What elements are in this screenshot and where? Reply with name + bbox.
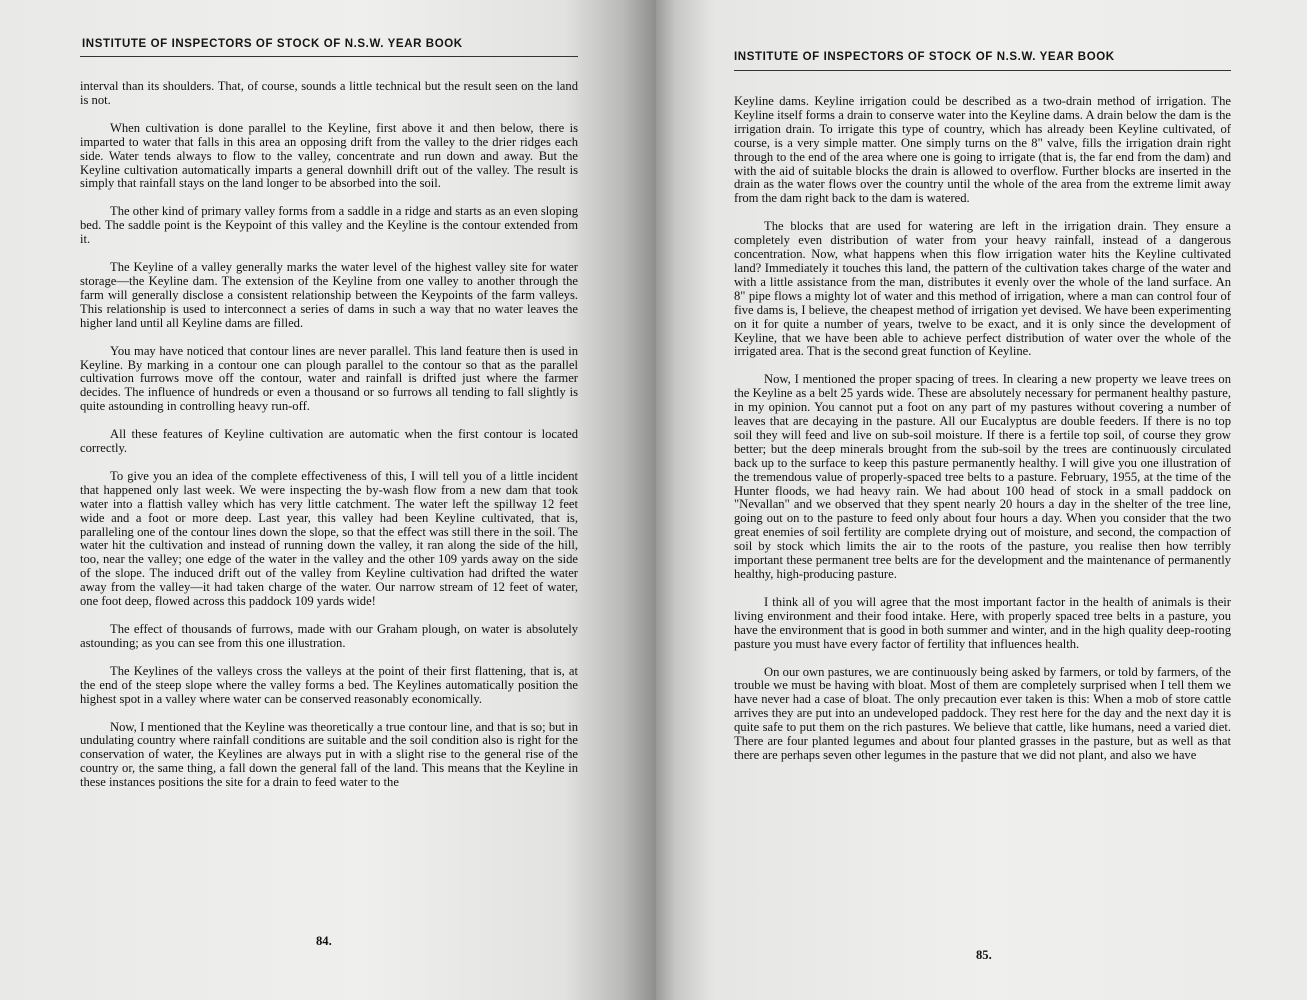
page-body [80,80,578,796]
right-page [656,0,1307,1000]
page-number: 84. [316,934,332,948]
paragraph: interval than its shoulders. That, of course, sounds a little technical but the result seen on the land is not. [80,79,578,107]
paragraph: All these features of Keyline cultivation are automatic when the first contour is located correctly. [80,427,578,456]
paragraph: Now, I mentioned that the Keyline was theoretically a true contour line, and that is so; but in undulating country where rainfall conditions are suitable and the soil condition also is right for the conservation of water, the Keylines are always put in with a slight rise to the general rise of the country or, the same thing, a fall down the general fall of the land. This means that the Keyline in these instances positions the site for a drain to feed water to the [80,719,578,790]
paragraph: The blocks that are used for watering are left in the irrigation drain. They ensure a completely even distribution of water from your heavy rainfall, instead of a dangerous concentration. Now, what happens when this flow irrigation water hits the Keyline cultivated land? Immediately it touches this land, the pattern of the cultivation takes charge of the water and with a little assistance from the man, distributes it evenly over the whole of the land surface. An 8" pipe flows a mighty lot of water and this method of irrigation, where a man can control four of five dams is, I believe, the cheapest method of irrigation yet devised. We have been experimenting on it for quite a number of years, twelve to be exact, and it is only since the development of Keyline, that we have been able to achieve perfect distribution of water over the whole of the irrigated area. That is the second great function of Keyline. [734,219,1231,359]
page-number: 85. [976,948,992,962]
header-rule [80,56,578,57]
paragraph: On our own pastures, we are continuously being asked by farmers, or told by farmers, of the trouble we must be having with bloat. Most of them are completely surprised when I tell them we have never had a case of bloat. The only precaution ever taken is this: When a mob of store cattle arrives they are put into an undeveloped paddock. They rest here for the day and the next day it is quite safe to put them on the rich pastures. We believe that cattle, like humans, need a varied diet. There are four planted legumes and about four planted grasses in the pasture, but as well as that there are perhaps seven other legumes in the pasture that we did not plant, and also we have [734,664,1231,762]
paragraph: You may have noticed that contour lines are never parallel. This land feature then is used in Keyline. By marking in a contour one can plough parallel to the contour so that as the parallel cultivation furrows move off the contour, water and rainfall is drifted just where the farmer decides. The influence of hundreds or even a thousand or so furrows all tending to fall slightly is quite astounding in controlling heavy run-off. [80,343,578,414]
page-body [734,95,1231,769]
running-header: INSTITUTE OF INSPECTORS OF STOCK OF N.S.W. YEAR BOOK [734,51,1115,63]
paragraph: Keyline dams. Keyline irrigation could be described as a two-drain method of irrigation. The Keyline itself forms a drain to conserve water into the Keyline dams. A drain below the dam is the irrigation drain. To irrigate this type of country, which has already been Keyline cultivated, of course, is a very simple matter. One simply turns on the 8" valve, fills the irrigation drain right through to the end of the area where one is going to irrigate (that is, the far end from the dam) and with the aid of suitable blocks the drain is allowed to overflow. Further blocks are inserted in the drain as the water flows over the country until the whole of the area from the extreme limit away from the dam right back to the dam is watered. [734,94,1231,206]
paragraph: When cultivation is done parallel to the Keyline, first above it and then below, there is imparted to water that falls in this area an opposing drift from the valley to the drier ridges each side. Water tends always to flow to the valley, concentrate and run down and away. But the Keyline cultivation automatically imparts a general downhill drift out of the valley. The result is simply that rainfall stays on the land longer to be absorbed into the soil. [80,120,578,191]
paragraph: The Keylines of the valleys cross the valleys at the point of their first flattening, that is, at the end of the steep slope where the valley forms a bed. The Keylines automatically position the highest spot in a valley where water can be conserved reasonably economically. [80,663,578,706]
paragraph: Now, I mentioned the proper spacing of trees. In clearing a new property we leave trees on the Keyline as a belt 25 yards wide. These are absolutely necessary for permanent healthy pasture, in my opinion. You cannot put a foot on any part of my pastures without covering a number of leaves that are decaying in the pasture. All our Eucalyptus are double feeders. If there is no top soil they will feed and live on sub-soil moisture. If there is a fertile top soil, of course they grow better; but the deep minerals brought from the sub-soil by the trees are continuously circulated back up to the surface to keep this pasture permanently healthy. I will give you one illustration of the tremendous value of properly-spaced tree belts to a pasture. February, 1955, at the time of the Hunter floods, we had heavy rain. We had about 100 head of stock in a small paddock on "Nevallan" and we observed that they spent nearly 20 hours a day in the shelter of the tree line, going out on to the pasture to feed only about four hours a day. When you consider that the two great enemies of soil fertility are complete drying out of moisture, and second, the compaction of soil by stock which limits the air to the roots of the pasture, you realise then how terribly important these permanent tree belts are for the development and the maintenance of permanently healthy, high-producing pasture. [734,372,1231,581]
paragraph: To give you an idea of the complete effectiveness of this, I will tell you of a little incident that happened only last week. We were inspecting the by-wash flow from a new dam that took water into a flattish valley which has very little catchment. The water left the spillway 12 feet wide and a foot or more deep. Last year, this valley had been Keyline cultivated, that is, paralleling one of the contour lines down the slope, so that the effect was still there in the soil. The water hit the cultivation and instead of running down the valley, it ran along the side of the hill, too, near the valley; one edge of the water in the valley and the other 109 yards away on the side of the slope. The induced drift out of the valley from Keyline cultivation had drifted the water away from the valley—it had taken charge of the water. Our narrow stream of 12 feet of water, one foot deep, flowed across this paddock 109 yards wide! [80,468,578,609]
paragraph: The Keyline of a valley generally marks the water level of the highest valley site for water storage—the Keyline dam. The extension of the Keyline from one valley to another through the farm will generally disclose a consistent relationship between the Keypoints of the farm valleys. This relationship is used to interconnect a series of dams in such a way that no water leaves the higher land until all Keyline dams are filled. [80,260,578,330]
paragraph: The other kind of primary valley forms from a saddle in a ridge and starts as an even sloping bed. The saddle point is the Keypoint of this valley and the Keyline is the contour extended from it. [80,204,578,247]
paragraph: I think all of you will agree that the most important factor in the health of animals is their living environment and their food intake. Here, with properly spaced tree belts in a pasture, you have the environment that is good in both summer and winter, and in the high quality deep-rooting pasture you must have every factor of fertility that influences health. [734,594,1231,651]
paragraph: The effect of thousands of furrows, made with our Graham plough, on water is absolutely astounding; as you can see from this one illustration. [80,622,578,650]
running-header: INSTITUTE OF INSPECTORS OF STOCK OF N.S.W. YEAR BOOK [82,38,463,50]
header-rule [734,70,1231,71]
